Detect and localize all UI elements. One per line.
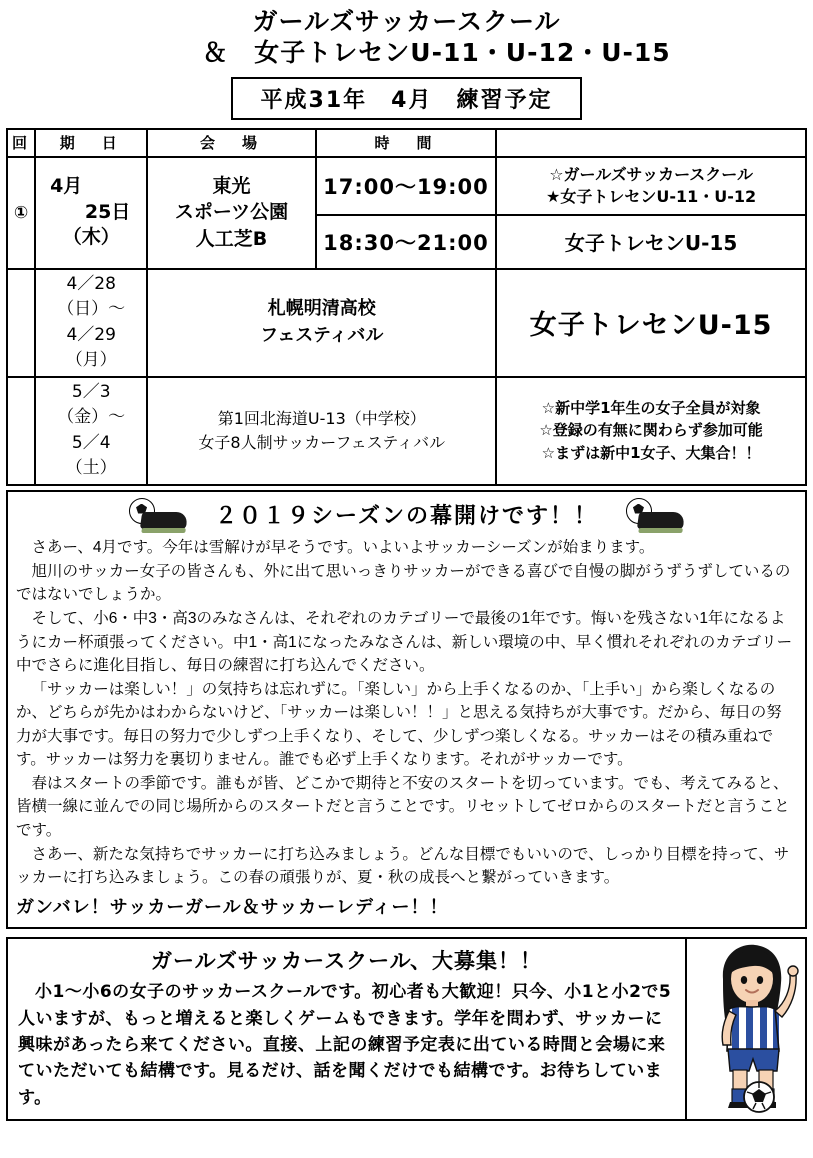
schedule-table	[6, 128, 807, 486]
row3-place	[147, 377, 496, 485]
recruitment-title: ガールズサッカースクール、大募集！！	[151, 949, 542, 974]
row2-place-line1: 札幌明清高校	[267, 298, 376, 320]
message-paragraph-1: さあー、4月です。今年は雪解けが早そうです。いよいよサッカーシーズンが始まります。	[31, 538, 655, 556]
header-cell-date: 期 日	[35, 129, 147, 157]
row3-date	[35, 377, 147, 485]
row1-date	[35, 157, 147, 269]
row2-place	[147, 269, 496, 377]
title-line-2: ＆ 女子トレセンU-11・U-12・U-15	[202, 38, 671, 68]
table-row	[7, 157, 806, 215]
player-illustration	[685, 939, 805, 1119]
row1-place	[147, 157, 315, 269]
recruitment-main	[8, 939, 685, 1119]
season-message-title-row	[16, 498, 797, 532]
row1-date-line2: 25日	[84, 200, 131, 223]
row1-note-2: 女子トレセンU-15	[496, 215, 806, 269]
row1-place-line3: 人工芝B	[195, 227, 268, 250]
season-message-box	[6, 490, 807, 930]
message-paragraph-2: 旭川のサッカー女子の皆さんも、外に出て思いっきりサッカーができる喜びで自慢の脚がうずうずしているのではないでしょうか。	[16, 562, 791, 603]
table-header-row	[7, 129, 806, 157]
row3-date-line3: 5／4	[71, 432, 111, 453]
row1-note-line1: ☆ガールズサッカースクール	[549, 164, 753, 184]
table-row	[7, 269, 806, 377]
row1-note-1	[496, 157, 806, 215]
row2-date-line3: 4／29	[66, 324, 116, 345]
schedule-subtitle: 平成31年 4月 練習予定	[231, 77, 583, 120]
row1-note-line2: ★女子トレセンU-11・U-12	[546, 186, 757, 206]
season-message-body	[16, 536, 797, 920]
header-cell-no: 回	[7, 129, 35, 157]
title-line-1: ガールズサッカースクール	[252, 7, 561, 36]
row1-number: ①	[7, 157, 35, 269]
message-paragraph-6: さあー、新たな気持ちでサッカーに打ち込みましょう。どんな目標でもいいので、しっかり目標を持って、サッカーに打ち込みましょう。この春の頑張りが、夏・秋の成長へと繋がっていきます。	[16, 845, 790, 886]
row1-time-1: 17:00～19:00	[316, 157, 496, 215]
row1-date-line1: 4月	[50, 175, 83, 198]
row3-date-line1: 5／3	[71, 381, 111, 402]
message-paragraph-4: 「サッカーは楽しい！」の気持ちは忘れずに。「楽しい」から上手くなるのか、「上手い」から楽しくなるのか、どちらが先かはわからないけど、「サッカーは楽しい！！」と思える気持ちが大事です。だから、毎日の努力が大事です。毎日の努力で少しずつ上手くなり、そして、少しずつ楽しくなる。サッカーはその積み重ねです。サッカーは努力を裏切りません。誰でも必ず上手くなります。それがサッカーです。	[16, 681, 782, 768]
row3-date-line2: （金）～	[57, 407, 126, 427]
message-closing: ガンバレ！サッカーガール＆サッカーレディー！！	[16, 897, 449, 919]
row2-date	[35, 269, 147, 377]
row3-place-line1: 第1回北海道U-13（中学校）	[217, 408, 426, 428]
row3-note	[496, 377, 806, 485]
row3-number	[7, 377, 35, 485]
row2-number	[7, 269, 35, 377]
row2-date-line1: 4／28	[66, 273, 116, 294]
row3-note-line1: ☆新中学1年生の女子全員が対象	[541, 398, 761, 417]
recruitment-box	[6, 937, 807, 1121]
soccer-shoe-icon	[140, 512, 188, 529]
message-paragraph-3: そして、小6・中3・高3のみなさんは、それぞれのカテゴリーで最後の1年です。悔いを残さない1年になるようにカー杯頑張ってください。中1・高1になったみなさんは、新しい環境の中、早く慣れそれぞれのカテゴリー中でさらに進化目指し、毎日の練習に打ち込んでください。	[16, 610, 793, 674]
recruitment-paragraph: 小1～小6の女子のサッカースクールです。初心者も大歓迎！只今、小1と小2で5人いますが、もっと増えると楽しくゲームもできます。学年を問わず、サッカーに興味があったら来てください。直接、上記の練習予定表に出ている時間と会場に来ていただいても結構です。見るだけ、話を聞くだけでも結構です。お待ちしています。	[18, 982, 672, 1108]
season-message-title: ２０１９シーズンの幕開けです！！	[215, 504, 598, 529]
row2-note: 女子トレセンU-15	[496, 269, 806, 377]
message-paragraph-5: 春はスタートの季節です。誰もが皆、どこかで期待と不安のスタートを切っています。でも、考えてみると、皆横一線に並んでの同じ場所からのスタートだと言うことです。リセットしてゼロからのスタートだと言うことです。	[16, 775, 790, 839]
girl-player-icon	[687, 939, 805, 1113]
subtitle-wrapper	[6, 77, 807, 120]
row3-date-line4: （土）	[65, 458, 117, 478]
row2-date-line2: （日）～	[57, 299, 126, 319]
row1-date-line3: （木）	[62, 226, 120, 249]
row3-note-line2: ☆登録の有無に関わらず参加可能	[539, 421, 763, 440]
recruitment-body	[18, 979, 675, 1111]
row1-place-line1: 東光	[212, 174, 251, 197]
header-cell-note	[496, 129, 806, 157]
header-cell-place: 会 場	[147, 129, 315, 157]
row1-place-line2: スポーツ公園	[174, 201, 289, 224]
soccer-shoe-icon-2	[637, 512, 685, 529]
row2-place-line2: フェスティバル	[260, 324, 384, 346]
header-cell-time: 時 間	[316, 129, 496, 157]
row1-time-2: 18:30～21:00	[316, 215, 496, 269]
soccer-ball-shoe-icon-2	[624, 498, 686, 532]
table-row	[7, 377, 806, 485]
row2-date-line4: （月）	[65, 350, 117, 370]
soccer-ball-shoe-icon	[127, 498, 189, 532]
row3-note-line3: ☆まずは新中1女子、大集合！！	[541, 443, 761, 462]
row3-place-line2: 女子8人制サッカーフェスティバル	[198, 432, 446, 452]
page-header	[6, 0, 807, 69]
